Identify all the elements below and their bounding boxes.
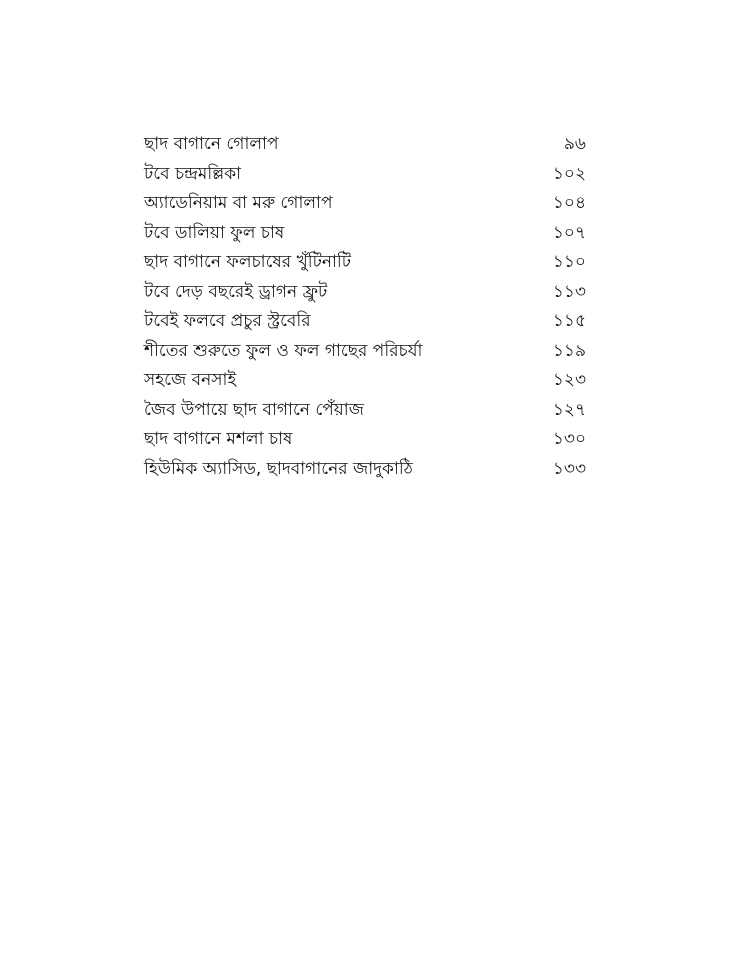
toc-entry-title: টবে ডালিয়া ফুল চাষ [144, 222, 285, 243]
toc-entry-page: ১৩০ [552, 429, 586, 449]
toc-entry-title: অ্যাডেনিয়াম বা মরু গোলাপ [144, 193, 333, 213]
toc-entry [144, 366, 586, 396]
toc-entry [144, 219, 586, 249]
toc-entry-page: ১১৩ [552, 281, 586, 302]
toc-entry-page: ১২৭ [552, 399, 586, 420]
toc-entry-title: টবেই ফলবে প্রচুর স্ট্রবেরি [144, 311, 311, 331]
toc-entry-page: ১০৪ [552, 193, 586, 213]
toc-entry [144, 455, 586, 485]
toc-entry-page: ১১৯ [552, 340, 586, 361]
toc-entry-page: ১০২ [552, 163, 586, 184]
toc-entry-page: ১১৫ [552, 311, 586, 331]
toc-entry [144, 396, 586, 426]
toc-entry [144, 130, 586, 160]
toc-entry [144, 278, 586, 308]
toc-entry-title: ছাদ বাগানে গোলাপ [144, 134, 279, 154]
toc-entry-title: সহজে বনসাই [144, 370, 237, 390]
toc-entry [144, 425, 586, 455]
toc-entry-title: হিউমিক অ্যাসিড, ছাদবাগানের জাদুকাঠি [144, 458, 413, 479]
toc-entry [144, 248, 586, 278]
toc-entry [144, 307, 586, 337]
toc-entry-page: ১১০ [552, 252, 586, 272]
toc-entry-title: ছাদ বাগানে ফলচাষের খুঁটিনাটি [144, 252, 352, 272]
toc-entry-page: ১২৩ [552, 370, 586, 390]
toc-entry-page: ১৩৩ [552, 458, 586, 479]
toc-entry-title: জৈব উপায়ে ছাদ বাগানে পেঁয়াজ [144, 399, 364, 420]
toc-entry-page: ৯৬ [563, 134, 586, 154]
toc-entry [144, 160, 586, 190]
toc-entry-title: শীতের শুরুতে ফুল ও ফল গাছের পরিচর্যা [144, 340, 423, 361]
toc-entry-title: টবে চন্দ্রমল্লিকা [144, 163, 242, 184]
toc-entry-page: ১০৭ [552, 222, 586, 243]
toc-entry-title: ছাদ বাগানে মশলা চাষ [144, 429, 293, 449]
toc-entry [144, 337, 586, 367]
table-of-contents [144, 130, 586, 484]
toc-entry-title: টবে দেড় বছরেই ড্রাগন ফ্রুট [144, 281, 328, 302]
toc-entry [144, 189, 586, 219]
